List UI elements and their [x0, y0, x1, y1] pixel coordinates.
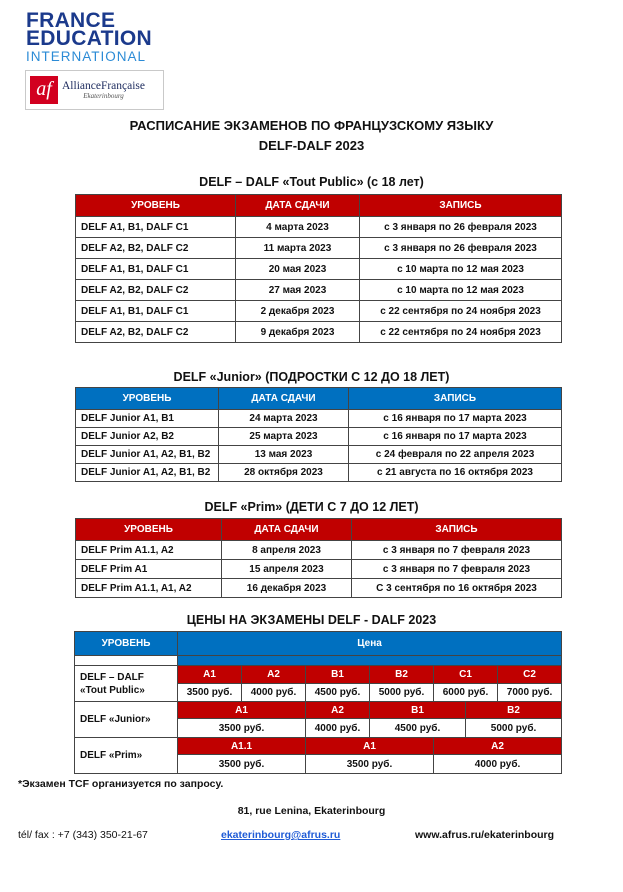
cell-date: 4 марта 2023 — [236, 217, 360, 238]
prim-price-label: DELF «Prim» — [75, 738, 178, 774]
header-level: УРОВЕНЬ — [76, 519, 222, 541]
cell-level: DELF Prim A1.1, A2 — [76, 541, 222, 560]
cell-date: 16 декабря 2023 — [222, 579, 352, 598]
cell-level: DELF A2, B2, DALF C2 — [76, 322, 236, 343]
price-level: C1 — [434, 666, 498, 684]
cell-level: DELF Prim A1.1, A1, A2 — [76, 579, 222, 598]
cell-date: 25 марта 2023 — [219, 428, 349, 446]
cell-level: DELF Junior A1, A2, B1, B2 — [76, 464, 219, 482]
page-title: РАСПИСАНИЕ ЭКЗАМЕНОВ ПО ФРАНЦУЗСКОМУ ЯЗЫКУ — [129, 118, 494, 133]
junior-title: DELF «Junior» (ПОДРОСТКИ С 12 ДО 18 ЛЕТ) — [173, 370, 450, 384]
price-level: A1 — [306, 738, 434, 755]
tcf-note: *Экзамен TCF организуется по запросу. — [18, 778, 224, 790]
cell-level: DELF A2, B2, DALF C2 — [76, 238, 236, 259]
junior-table — [75, 387, 562, 482]
cell-registration: с 22 сентября по 24 ноября 2023 — [360, 322, 562, 343]
tout-public-table — [75, 194, 562, 343]
cell-registration: с 3 января по 26 февраля 2023 — [360, 238, 562, 259]
website-link[interactable]: www.afrus.ru/ekaterinbourg — [415, 829, 555, 841]
cell-date: 9 декабря 2023 — [236, 322, 360, 343]
spacer-blue — [178, 656, 562, 666]
cell-date: 8 апреля 2023 — [222, 541, 352, 560]
cell-level: DELF A1, B1, DALF C1 — [76, 259, 236, 280]
cell-date: 2 декабря 2023 — [236, 301, 360, 322]
price-level: C2 — [498, 666, 562, 684]
tout-public-label-line2: «Tout Public» — [80, 684, 145, 696]
junior-price-label: DELF «Junior» — [75, 702, 178, 738]
price-value: 4000 руб. — [242, 684, 306, 702]
cell-level: DELF Junior A1, B1 — [76, 410, 219, 428]
cell-date: 24 марта 2023 — [219, 410, 349, 428]
tout-public-levels-row — [75, 666, 562, 684]
prices-header-level: УРОВЕНЬ — [75, 632, 178, 656]
table-row — [76, 301, 562, 322]
header-registration: ЗАПИСЬ — [352, 519, 562, 541]
prim-levels-row — [75, 738, 562, 755]
price-value: 4500 руб. — [306, 684, 370, 702]
prim-title: DELF «Prim» (ДЕТИ С 7 ДО 12 ЛЕТ) — [204, 500, 419, 514]
cell-level: DELF Prim A1 — [76, 560, 222, 579]
cell-date: 20 мая 2023 — [236, 259, 360, 280]
table-row — [76, 259, 562, 280]
page-subtitle: DELF-DALF 2023 — [258, 138, 365, 153]
cell-registration: с 10 марта по 12 мая 2023 — [360, 259, 562, 280]
price-value: 4000 руб. — [434, 755, 562, 774]
cell-registration: с 3 января по 7 февраля 2023 — [352, 560, 562, 579]
junior-levels-row — [75, 702, 562, 719]
cell-date: 15 апреля 2023 — [222, 560, 352, 579]
cell-date: 28 октября 2023 — [219, 464, 349, 482]
price-value: 4500 руб. — [370, 719, 466, 738]
price-value: 5000 руб. — [370, 684, 434, 702]
cell-registration: с 16 января по 17 марта 2023 — [349, 428, 562, 446]
prices-header-price: Цена — [178, 632, 562, 656]
table-row — [76, 217, 562, 238]
price-level: B2 — [466, 702, 562, 719]
table-row — [76, 410, 562, 428]
cell-level: DELF A2, B2, DALF C2 — [76, 280, 236, 301]
cell-level: DELF A1, B1, DALF C1 — [76, 301, 236, 322]
alliance-francaise-logo — [25, 70, 164, 110]
tout-public-label — [75, 666, 178, 702]
cell-date: 27 мая 2023 — [236, 280, 360, 301]
price-level: B1 — [370, 702, 466, 719]
price-level: A2 — [306, 702, 370, 719]
table-row — [76, 446, 562, 464]
cell-registration: с 21 августа по 16 октября 2023 — [349, 464, 562, 482]
table-row — [76, 322, 562, 343]
logo-line-3: INTERNATIONAL — [26, 49, 147, 64]
price-value: 7000 руб. — [498, 684, 562, 702]
cell-level: DELF Junior A1, A2, B1, B2 — [76, 446, 219, 464]
price-level: A1 — [178, 666, 242, 684]
tout-public-label-line1: DELF – DALF — [80, 671, 144, 683]
cell-registration: с 10 марта по 12 мая 2023 — [360, 280, 562, 301]
france-education-logo — [26, 9, 166, 65]
header-date: ДАТА СДАЧИ — [219, 388, 349, 410]
af-name: AllianceFrançaise — [62, 80, 146, 92]
price-value: 5000 руб. — [466, 719, 562, 738]
price-level: A1.1 — [178, 738, 306, 755]
table-row — [76, 428, 562, 446]
table-row — [76, 560, 562, 579]
address: 81, rue Lenina, Ekaterinbourg — [237, 805, 386, 817]
price-value: 6000 руб. — [434, 684, 498, 702]
header-level: УРОВЕНЬ — [76, 388, 219, 410]
header-date: ДАТА СДАЧИ — [222, 519, 352, 541]
table-row — [76, 280, 562, 301]
cell-date: 11 марта 2023 — [236, 238, 360, 259]
price-level: A2 — [242, 666, 306, 684]
table-header-row — [76, 195, 562, 217]
price-level: B1 — [306, 666, 370, 684]
price-level: A2 — [434, 738, 562, 755]
prices-title: ЦЕНЫ НА ЭКЗАМЕНЫ DELF - DALF 2023 — [186, 613, 437, 627]
prices-spacer-row — [75, 656, 562, 666]
prim-table — [75, 518, 562, 598]
cell-registration: с 24 февраля по 22 апреля 2023 — [349, 446, 562, 464]
table-row — [76, 238, 562, 259]
cell-registration: с 22 сентября по 24 ноября 2023 — [360, 301, 562, 322]
header-registration: ЗАПИСЬ — [360, 195, 562, 217]
price-value: 3500 руб. — [178, 719, 306, 738]
cell-registration: С 3 сентября по 16 октября 2023 — [352, 579, 562, 598]
logo-line-2: EDUCATION — [26, 27, 152, 50]
cell-registration: с 16 января по 17 марта 2023 — [349, 410, 562, 428]
price-value: 3500 руб. — [306, 755, 434, 774]
phone-fax: tél/ fax : +7 (343) 350-21-67 — [18, 829, 148, 841]
prices-header-row — [75, 632, 562, 656]
cell-registration: с 3 января по 7 февраля 2023 — [352, 541, 562, 560]
table-row — [76, 541, 562, 560]
af-city: Ekaterinbourg — [83, 92, 124, 100]
price-level: B2 — [370, 666, 434, 684]
table-header-row — [76, 388, 562, 410]
spacer-cell — [75, 656, 178, 666]
header-registration: ЗАПИСЬ — [349, 388, 562, 410]
cell-registration: с 3 января по 26 февраля 2023 — [360, 217, 562, 238]
table-header-row — [76, 519, 562, 541]
logo-line-1: FRANCE — [26, 9, 116, 32]
cell-level: DELF A1, B1, DALF C1 — [76, 217, 236, 238]
email-link[interactable]: ekaterinbourg@afrus.ru — [221, 829, 341, 841]
prices-table — [74, 631, 562, 774]
header-date: ДАТА СДАЧИ — [236, 195, 360, 217]
cell-date: 13 мая 2023 — [219, 446, 349, 464]
table-row — [76, 464, 562, 482]
table-row — [76, 579, 562, 598]
header-level: УРОВЕНЬ — [76, 195, 236, 217]
cell-level: DELF Junior A2, B2 — [76, 428, 219, 446]
price-value: 3500 руб. — [178, 755, 306, 774]
price-value: 4000 руб. — [306, 719, 370, 738]
price-level: A1 — [178, 702, 306, 719]
tout-public-title: DELF – DALF «Tout Public» (с 18 лет) — [199, 175, 424, 189]
af-mark-icon: af — [30, 76, 58, 104]
price-value: 3500 руб. — [178, 684, 242, 702]
